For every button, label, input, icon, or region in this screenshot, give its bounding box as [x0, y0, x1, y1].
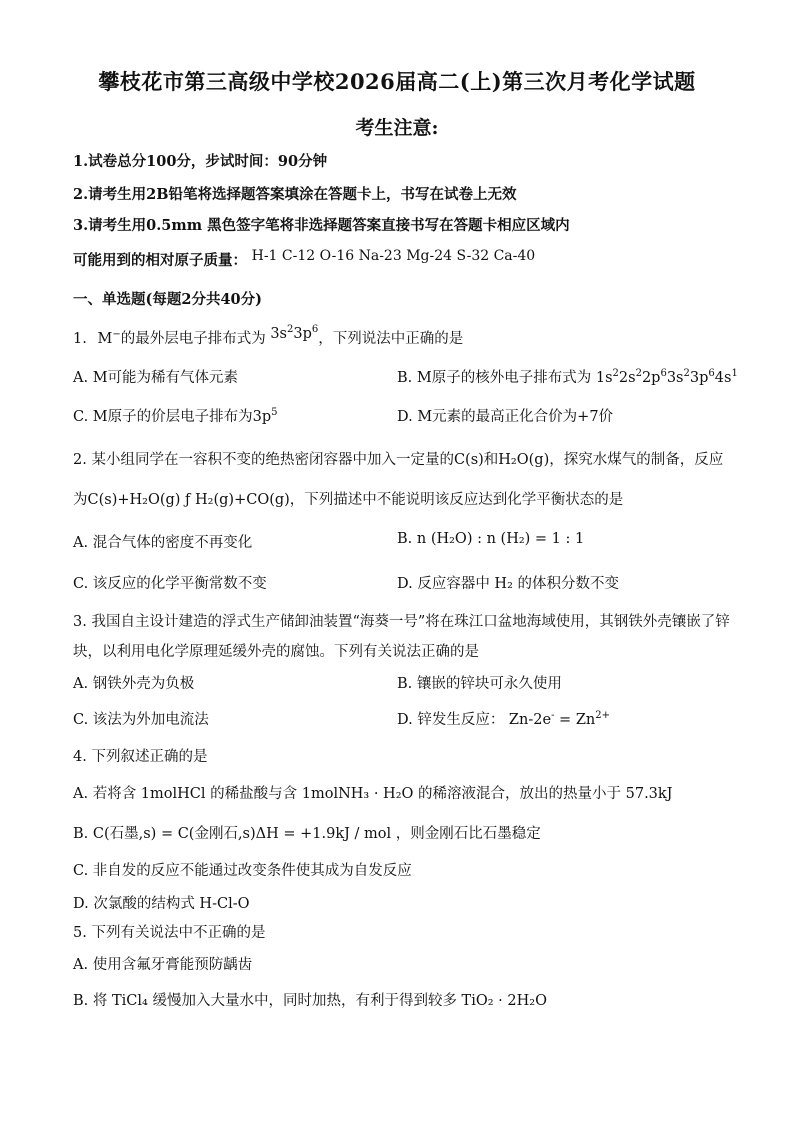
question-3-option-c: C. 该法为外加电流法 — [73, 712, 209, 728]
zinc-ion-sup: 2+ — [595, 710, 610, 722]
question-4-stem: 4. 下列叙述正确的是 — [73, 749, 208, 765]
question-5-stem: 5. 下列有关说法中不正确的是 — [73, 925, 266, 941]
config-3s-sup: 2 — [286, 324, 294, 336]
option-c-text: C. M原子的价层电子排布为 — [73, 409, 253, 425]
option-d-mid: = Zn — [554, 712, 596, 728]
question-3-line-1: 3. 我国自主设计建造的浮式生产储卸油装置“海葵一号”将在珠江口盆地海域使用，其钢铁外壳镶嵌了锌 — [73, 614, 730, 630]
question-4-option-d: D. 次氯酸的结构式 H-Cl-O — [73, 896, 250, 912]
question-1-stem — [73, 324, 464, 348]
orbital-3p: 3p — [689, 370, 709, 386]
question-2-line-1: 2. 某小组同学在一容积不变的绝热密闭容器中加入一定量的C(s)和H₂O(g)，探究水煤气的制备，反应 — [73, 452, 724, 468]
question-1-post: ，下列说法中正确的是 — [318, 331, 464, 347]
question-2-option-c: C. 该反应的化学平衡常数不变 — [73, 576, 267, 592]
orbital-2s-electrons: 2 — [635, 368, 642, 380]
question-2-option-a: A. 混合气体的密度不再变化 — [73, 535, 253, 551]
electron-sup: - — [551, 710, 555, 722]
orbital-2s: 2s — [618, 370, 636, 386]
question-5-option-a: A. 使用含氟牙膏能预防龋齿 — [73, 957, 253, 973]
question-5-option-b: B. 将 TiCl₄ 缓慢加入大量水中，同时加热，有利于得到较多 TiO₂ · 2H₂O — [73, 993, 547, 1009]
config-3p-sup: 6 — [311, 324, 319, 336]
question-2-option-d: D. 反应容器中 H₂ 的体积分数不变 — [397, 576, 620, 592]
question-4-option-a: A. 若将含 1molHCl 的稀盐酸与含 1molNH₃ · H₂O 的稀溶液混合，放出的热量小于 57.3kJ — [73, 786, 673, 802]
note-3: 3.请考生用0.5mm 黑色签字笔将非选择题答案直接书写在答题卡相应区域内 — [73, 217, 570, 234]
note-1: 1.试卷总分100分，步试时间：90分钟 — [73, 153, 328, 170]
option-c-config: 3p — [252, 409, 272, 425]
orbital-1s-electrons: 2 — [612, 368, 619, 380]
question-4-option-b: B. C(石墨,s) = C(金刚石,s)ΔH = +1.9kJ / mol ，则金刚石比石墨稳定 — [73, 826, 541, 842]
question-3-line-2: 块，以利用电化学原理延缓外壳的腐蚀。下列有关说法正确的是 — [73, 644, 479, 660]
question-1-option-a: A. M可能为稀有气体元素 — [73, 370, 239, 386]
atomic-mass-line — [73, 249, 535, 270]
option-b-config — [596, 370, 738, 386]
ion-charge: − — [112, 329, 121, 341]
notice-heading: 考生注意: — [355, 117, 439, 139]
question-1-option-c — [73, 405, 278, 426]
config-3p: 3p — [293, 326, 312, 342]
page-title: 攀枝花市第三高级中学校2026届高二(上)第三次月考化学试题 — [98, 69, 696, 94]
question-1-option-b — [397, 366, 738, 387]
orbital-1s: 1s — [595, 370, 613, 386]
orbital-3s-electrons: 2 — [683, 368, 690, 380]
atomic-mass-label: 可能用到的相对原子质量： — [73, 252, 247, 269]
question-2-line-2: 为C(s)+H₂O(g) ƒ H₂(g)+CO(g)，下列描述中不能说明该反应达到化学平衡状态的是 — [73, 492, 624, 508]
option-b-text: B. M原子的核外电子排布式为 — [397, 370, 596, 386]
orbital-2p: 2p — [641, 370, 661, 386]
orbital-3s: 3s — [666, 370, 684, 386]
question-1-option-d: D. M元素的最高正化合价为+7价 — [397, 409, 614, 425]
option-c-sup: 5 — [271, 407, 278, 419]
question-1-number: 1. — [73, 331, 87, 347]
orbital-4s-electrons: 1 — [731, 368, 738, 380]
atomic-mass-values: H-1 C-12 O-16 Na-23 Mg-24 S-32 Ca-40 — [251, 248, 536, 264]
option-d-text: D. 锌发生反应： Zn-2e — [397, 712, 552, 728]
orbital-2p-electrons: 6 — [660, 368, 667, 380]
ion-symbol: M — [97, 331, 113, 347]
orbital-4s: 4s — [714, 370, 732, 386]
orbital-3p-electrons: 6 — [708, 368, 715, 380]
question-3-option-d — [397, 708, 610, 729]
config-3s: 3s — [270, 326, 287, 342]
section-heading: 一、单选题(每题2分共40分) — [73, 291, 262, 308]
question-4-option-c: C. 非自发的反应不能通过改变条件使其成为自发反应 — [73, 863, 412, 879]
question-3-option-a: A. 钢铁外壳为负极 — [73, 676, 195, 692]
note-2: 2.请考生用2B铅笔将选择题答案填涂在答题卡上，书写在试卷上无效 — [73, 186, 517, 203]
question-3-option-b: B. 镶嵌的锌块可永久使用 — [397, 676, 562, 692]
question-2-option-b: B. n (H₂O) : n (H₂) = 1 : 1 — [397, 531, 585, 547]
question-1-pre: 的最外层电子排布式为 — [120, 331, 266, 347]
